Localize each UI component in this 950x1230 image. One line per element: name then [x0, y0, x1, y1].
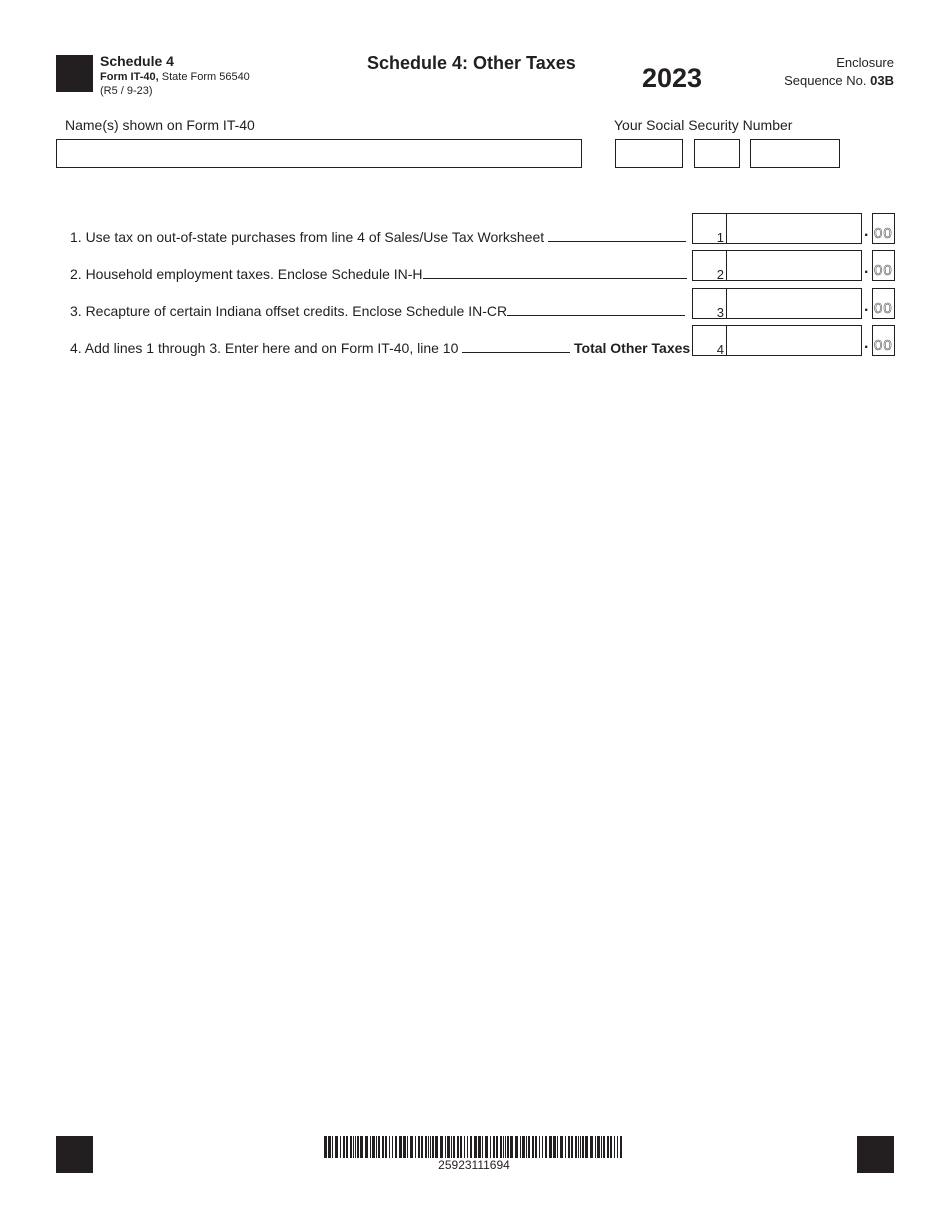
barcode-bar [425, 1136, 427, 1158]
leader-line [548, 229, 686, 242]
total-other-taxes-label: Total Other Taxes [574, 340, 691, 356]
sequence-prefix: Sequence No. [784, 73, 867, 88]
decimal-point: . [864, 260, 869, 277]
barcode-bar [578, 1136, 579, 1158]
state-form: State Form 56540 [161, 71, 250, 83]
barcode-bar [435, 1136, 438, 1158]
enclosure-sequence [784, 54, 894, 90]
barcode-bar [493, 1136, 495, 1158]
barcode-bar [353, 1136, 354, 1158]
form-label [100, 71, 250, 83]
barcode-bar [410, 1136, 413, 1158]
barcode [324, 1136, 624, 1158]
ssn-part1-input[interactable] [615, 139, 683, 168]
line-2-number: 2 [716, 267, 724, 282]
barcode-bar [467, 1136, 468, 1158]
barcode-bar [601, 1136, 602, 1158]
barcode-bar [503, 1136, 504, 1158]
barcode-bar [505, 1136, 506, 1158]
barcode-bar [378, 1136, 380, 1158]
line-2-cents [872, 250, 895, 281]
line-2-text [70, 266, 687, 282]
leader-line [462, 340, 570, 353]
barcode-bar [590, 1136, 593, 1158]
line-4-number-box [692, 325, 727, 356]
form-number: Form IT-40, [100, 71, 159, 83]
line-2-number-box [692, 250, 727, 281]
barcode-bar [460, 1136, 462, 1158]
revision: (R5 / 9-23) [100, 85, 153, 97]
barcode-bar [382, 1136, 384, 1158]
registration-mark-bottom-right [857, 1136, 894, 1173]
barcode-bar [418, 1136, 420, 1158]
decimal-point: . [864, 223, 869, 240]
barcode-bar [430, 1136, 431, 1158]
barcode-bar [535, 1136, 537, 1158]
barcode-bar [395, 1136, 397, 1158]
enclosure-label: Enclosure [836, 55, 894, 70]
barcode-bar [575, 1136, 577, 1158]
barcode-bar [507, 1136, 509, 1158]
barcode-bar [528, 1136, 530, 1158]
ssn-label: Your Social Security Number [614, 117, 793, 133]
barcode-bar [350, 1136, 352, 1158]
line-1-cents-value: 00 [874, 225, 893, 242]
barcode-bar [407, 1136, 408, 1158]
barcode-bar [385, 1136, 387, 1158]
barcode-bar [542, 1136, 543, 1158]
decimal-point: . [864, 335, 869, 352]
barcode-bar [510, 1136, 513, 1158]
barcode-bar [607, 1136, 609, 1158]
line-1-number: 1 [716, 230, 724, 245]
barcode-bar [340, 1136, 341, 1158]
barcode-bar [432, 1136, 434, 1158]
barcode-bar [522, 1136, 525, 1158]
barcode-bar [464, 1136, 465, 1158]
barcode-bar [376, 1136, 377, 1158]
barcode-bar [565, 1136, 566, 1158]
barcode-bar [324, 1136, 327, 1158]
line-4-cents [872, 325, 895, 356]
barcode-bar [403, 1136, 406, 1158]
barcode-bar [545, 1136, 547, 1158]
barcode-bar [415, 1136, 416, 1158]
barcode-bar [585, 1136, 588, 1158]
line-2-label: 2. Household employment taxes. Enclose Schedule IN-H [70, 266, 423, 282]
barcode-bar [478, 1136, 481, 1158]
barcode-bar [496, 1136, 498, 1158]
line-1-number-box [692, 213, 727, 244]
leader-line [507, 303, 685, 316]
barcode-bar [440, 1136, 443, 1158]
barcode-bar [620, 1136, 622, 1158]
decimal-point: . [864, 298, 869, 315]
barcode-bar [595, 1136, 596, 1158]
barcode-bar [355, 1136, 356, 1158]
barcode-bar [526, 1136, 527, 1158]
barcode-bar [515, 1136, 518, 1158]
line-4-amount-input[interactable] [726, 325, 862, 356]
line-2-cents-value: 00 [874, 262, 893, 279]
line-3-amount-input[interactable] [726, 288, 862, 319]
barcode-bar [328, 1136, 331, 1158]
barcode-bar [571, 1136, 573, 1158]
barcode-bar [610, 1136, 612, 1158]
sequence-number: 03B [870, 73, 894, 88]
barcode-bar [392, 1136, 393, 1158]
ssn-part2-input[interactable] [694, 139, 740, 168]
sequence-line [784, 72, 894, 90]
barcode-bar [421, 1136, 423, 1158]
line-3-cents-value: 00 [874, 300, 893, 317]
barcode-number: 25923111694 [438, 1158, 510, 1172]
line-4-text [70, 340, 570, 356]
barcode-bar [580, 1136, 581, 1158]
line-4-number: 4 [716, 342, 724, 357]
barcode-bar [474, 1136, 477, 1158]
barcode-bar [490, 1136, 491, 1158]
barcode-bar [445, 1136, 446, 1158]
barcode-bar [603, 1136, 605, 1158]
schedule-label: Schedule 4 [100, 53, 174, 69]
page-title: Schedule 4: Other Taxes [367, 53, 576, 73]
line-1-label: 1. Use tax on out-of-state purchases from line 4 of Sales/Use Tax Worksheet [70, 229, 545, 245]
barcode-bar [335, 1136, 338, 1158]
barcode-bar [557, 1136, 558, 1158]
barcode-bar [457, 1136, 459, 1158]
name-label: Name(s) shown on Form IT-40 [65, 117, 255, 133]
barcode-bar [453, 1136, 455, 1158]
barcode-bar [399, 1136, 402, 1158]
barcode-bar [343, 1136, 345, 1158]
barcode-bar [332, 1136, 333, 1158]
barcode-bar [582, 1136, 584, 1158]
line-1-cents [872, 213, 895, 244]
barcode-bar [532, 1136, 534, 1158]
line-2-amount-input[interactable] [726, 250, 862, 281]
barcode-bar [485, 1136, 488, 1158]
barcode-bar [372, 1136, 375, 1158]
line-4-label: 4. Add lines 1 through 3. Enter here and on Form IT-40, line 10 [70, 340, 459, 356]
tax-year: 2023 [642, 63, 703, 93]
line-3-cents [872, 288, 895, 319]
barcode-bar [451, 1136, 452, 1158]
barcode-bar [389, 1136, 390, 1158]
registration-mark-bottom-left [56, 1136, 93, 1173]
barcode-bar [520, 1136, 521, 1158]
ssn-part3-input[interactable] [750, 139, 840, 168]
barcode-bar [549, 1136, 552, 1158]
barcode-bar [360, 1136, 363, 1158]
barcode-bar [370, 1136, 371, 1158]
barcode-bar [365, 1136, 368, 1158]
name-input[interactable] [56, 139, 582, 168]
barcode-bar [447, 1136, 450, 1158]
barcode-bar [357, 1136, 359, 1158]
line-1-text [70, 229, 686, 245]
line-3-label: 3. Recapture of certain Indiana offset credits. Enclose Schedule IN-CR [70, 303, 508, 319]
barcode-bar [597, 1136, 600, 1158]
barcode-bar [617, 1136, 618, 1158]
barcode-bar [614, 1136, 615, 1158]
line-3-text [70, 303, 685, 319]
barcode-bar [428, 1136, 429, 1158]
barcode-bar [482, 1136, 483, 1158]
barcode-bar [560, 1136, 563, 1158]
line-1-amount-input[interactable] [726, 213, 862, 244]
line-3-number-box [692, 288, 727, 319]
barcode-bar [500, 1136, 502, 1158]
barcode-bar [568, 1136, 570, 1158]
barcode-bar [470, 1136, 472, 1158]
leader-line [423, 266, 687, 279]
registration-mark-top-left [56, 55, 93, 92]
barcode-bar [346, 1136, 348, 1158]
line-4-cents-value: 00 [874, 337, 893, 354]
barcode-bar [539, 1136, 540, 1158]
line-3-number: 3 [716, 305, 724, 320]
barcode-bar [553, 1136, 556, 1158]
